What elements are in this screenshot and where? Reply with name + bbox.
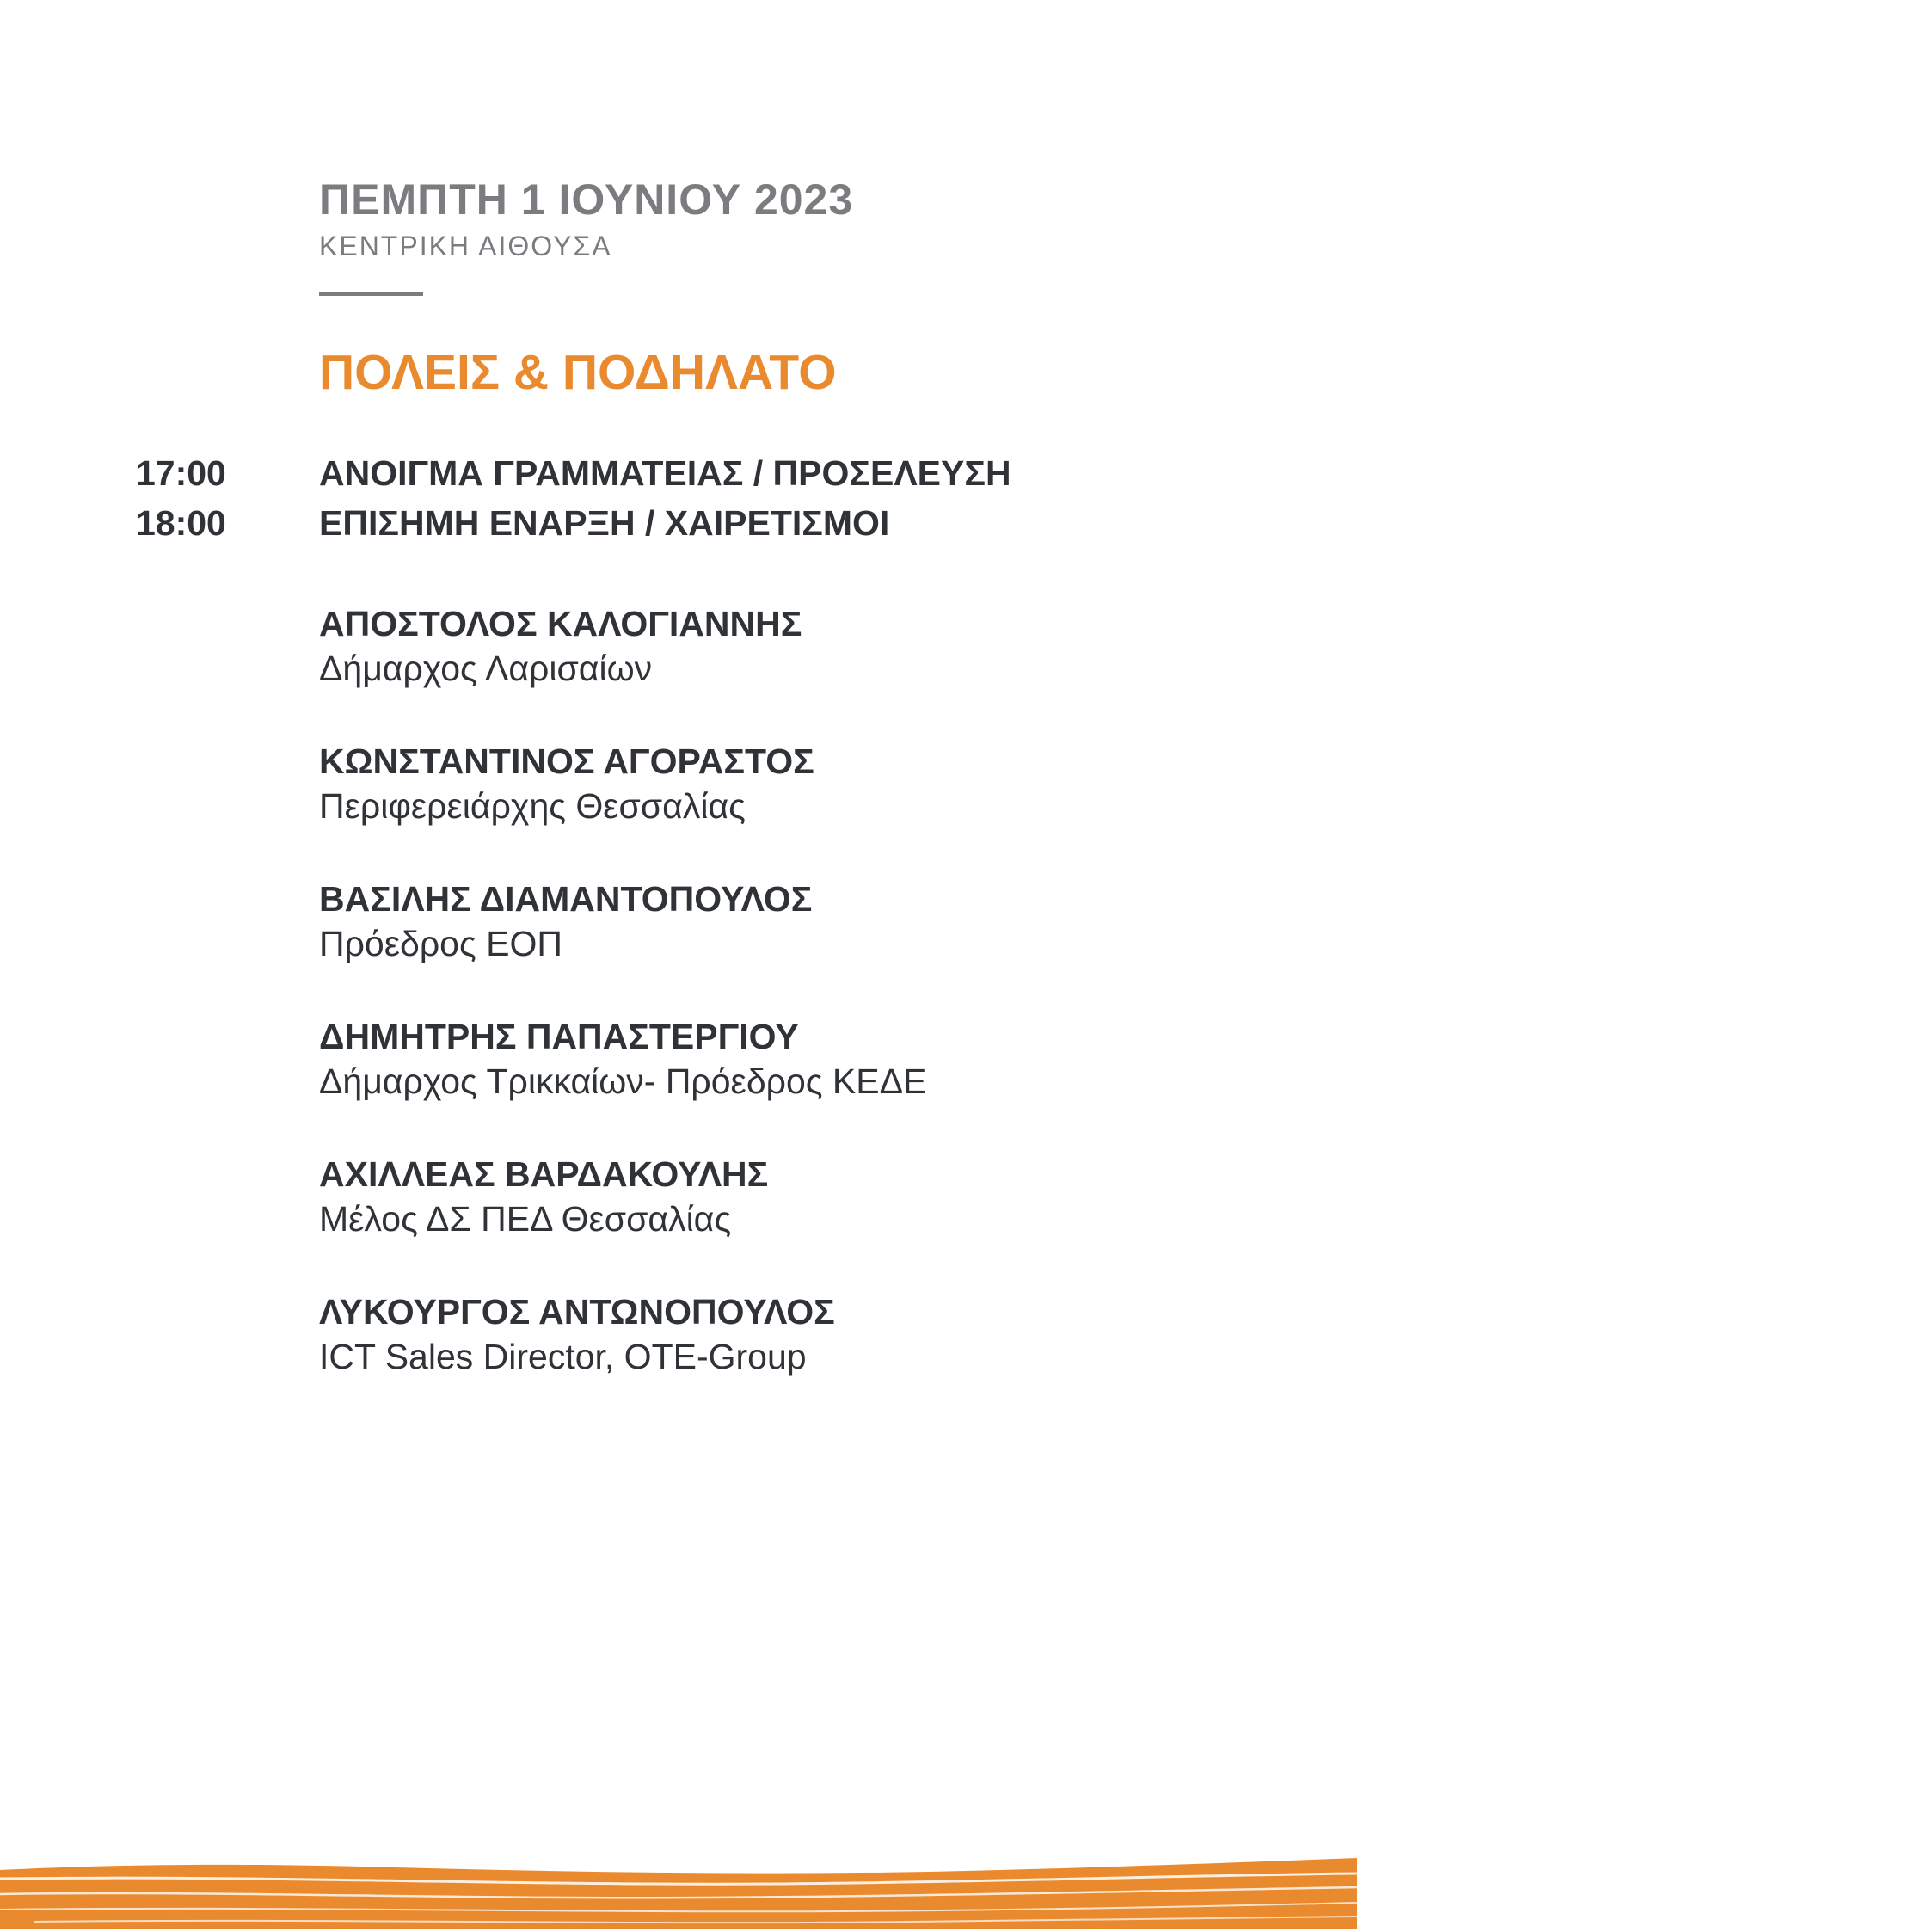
speaker-entry	[319, 1290, 1351, 1380]
speaker-role: Πρόεδρος ΕΟΠ	[319, 924, 562, 963]
speaker-entry	[319, 877, 1351, 967]
session-title: ΠΟΛΕΙΣ & ΠΟΔΗΛΑΤΟ	[319, 345, 837, 400]
event-date: ΠΕΜΠΤΗ 1 ΙΟΥΝΙΟΥ 2023	[319, 175, 854, 224]
orange-brush-stroke	[0, 1849, 1357, 1932]
speaker-name: ΑΠΟΣΤΟΛΟΣ ΚΑΛΟΓΙΑΝΝΗΣ	[319, 604, 802, 643]
agenda-time: 18:00	[136, 503, 226, 543]
speaker-entry	[319, 1153, 1351, 1242]
speaker-name: ΚΩΝΣΤΑΝΤΙΝΟΣ ΑΓΟΡΑΣΤΟΣ	[319, 741, 814, 781]
speaker-role: Μέλος ΔΣ ΠΕΔ Θεσσαλίας	[319, 1199, 732, 1239]
speaker-name: ΑΧΙΛΛΕΑΣ ΒΑΡΔΑΚΟΥΛΗΣ	[319, 1154, 769, 1194]
speaker-entry	[319, 1015, 1351, 1104]
agenda-row	[0, 453, 1204, 503]
speaker-role: Δήμαρχος Λαρισαίων	[319, 649, 653, 688]
header-divider	[319, 292, 423, 296]
speaker-role: Περιφερειάρχης Θεσσαλίας	[319, 786, 746, 826]
speaker-role: ICT Sales Director, OTE-Group	[319, 1337, 807, 1376]
speaker-name: ΛΥΚΟΥΡΓΟΣ ΑΝΤΩΝΟΠΟΥΛΟΣ	[319, 1292, 835, 1332]
agenda-row	[0, 503, 1204, 553]
speaker-name: ΔΗΜΗΤΡΗΣ ΠΑΠΑΣΤΕΡΓΙΟΥ	[319, 1017, 799, 1056]
speaker-role: Δήμαρχος Τρικκαίων- Πρόεδρος ΚΕΔΕ	[319, 1061, 927, 1101]
agenda-text: ΑΝΟΙΓΜΑ ΓΡΑΜΜΑΤΕΙΑΣ / ΠΡΟΣΕΛΕΥΣΗ	[319, 453, 1011, 493]
agenda-text: ΕΠΙΣΗΜΗ ΕΝΑΡΞΗ / ΧΑΙΡΕΤΙΣΜΟΙ	[319, 503, 890, 543]
venue-label: ΚΕΝΤΡΙΚΗ ΑΙΘΟΥΣΑ	[319, 231, 612, 261]
speaker-entry	[319, 602, 1351, 692]
agenda-time: 17:00	[136, 453, 226, 493]
speaker-name: ΒΑΣΙΛΗΣ ΔΙΑΜΑΝΤΟΠΟΥΛΟΣ	[319, 879, 813, 919]
speaker-entry	[319, 740, 1351, 829]
